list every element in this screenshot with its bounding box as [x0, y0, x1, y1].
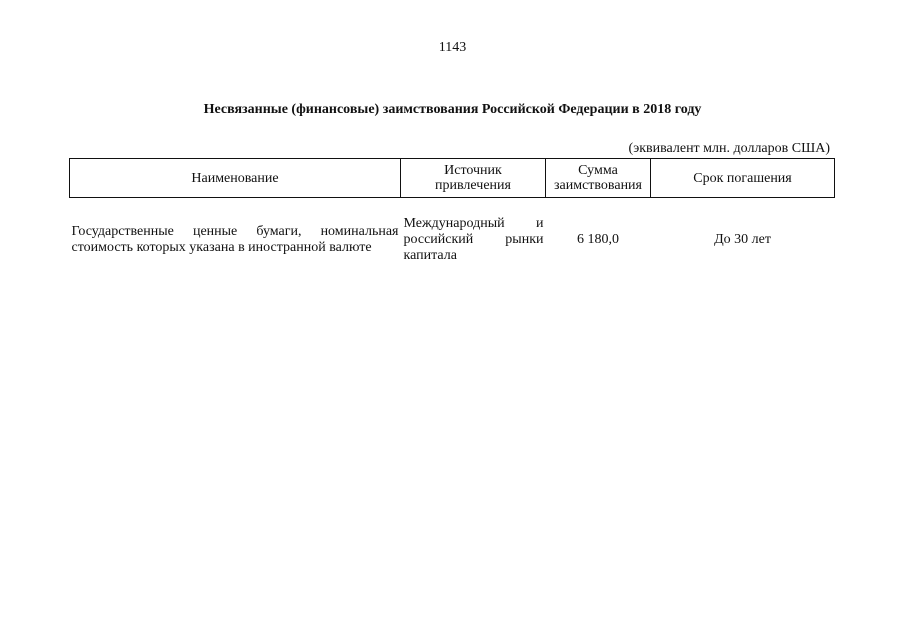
- page-number: 1143: [438, 40, 467, 55]
- header-term: Срок погашения: [651, 159, 835, 198]
- cell-name: Государственные ценные бумаги, номинальная стоимость которых указана в иностранной валюте: [71, 224, 399, 255]
- header-name: Наименование: [70, 159, 401, 198]
- header-source: Источник привлечения: [401, 159, 546, 198]
- unit-note: (эквивалент млн. долларов США): [628, 141, 830, 156]
- table-header-row: [70, 159, 835, 198]
- borrowings-table: [69, 158, 835, 264]
- header-amount: Сумма заимствования: [546, 159, 651, 198]
- cell-amount: 6 180,0: [577, 232, 619, 247]
- document-title: Несвязанные (финансовые) заимствования Российской Федерации в 2018 году: [203, 102, 702, 117]
- table-spacer-row: [70, 198, 835, 217]
- cell-term: До 30 лет: [714, 232, 771, 247]
- cell-source: Международный и российский рынки капитала: [403, 216, 544, 263]
- table-row: [70, 216, 835, 264]
